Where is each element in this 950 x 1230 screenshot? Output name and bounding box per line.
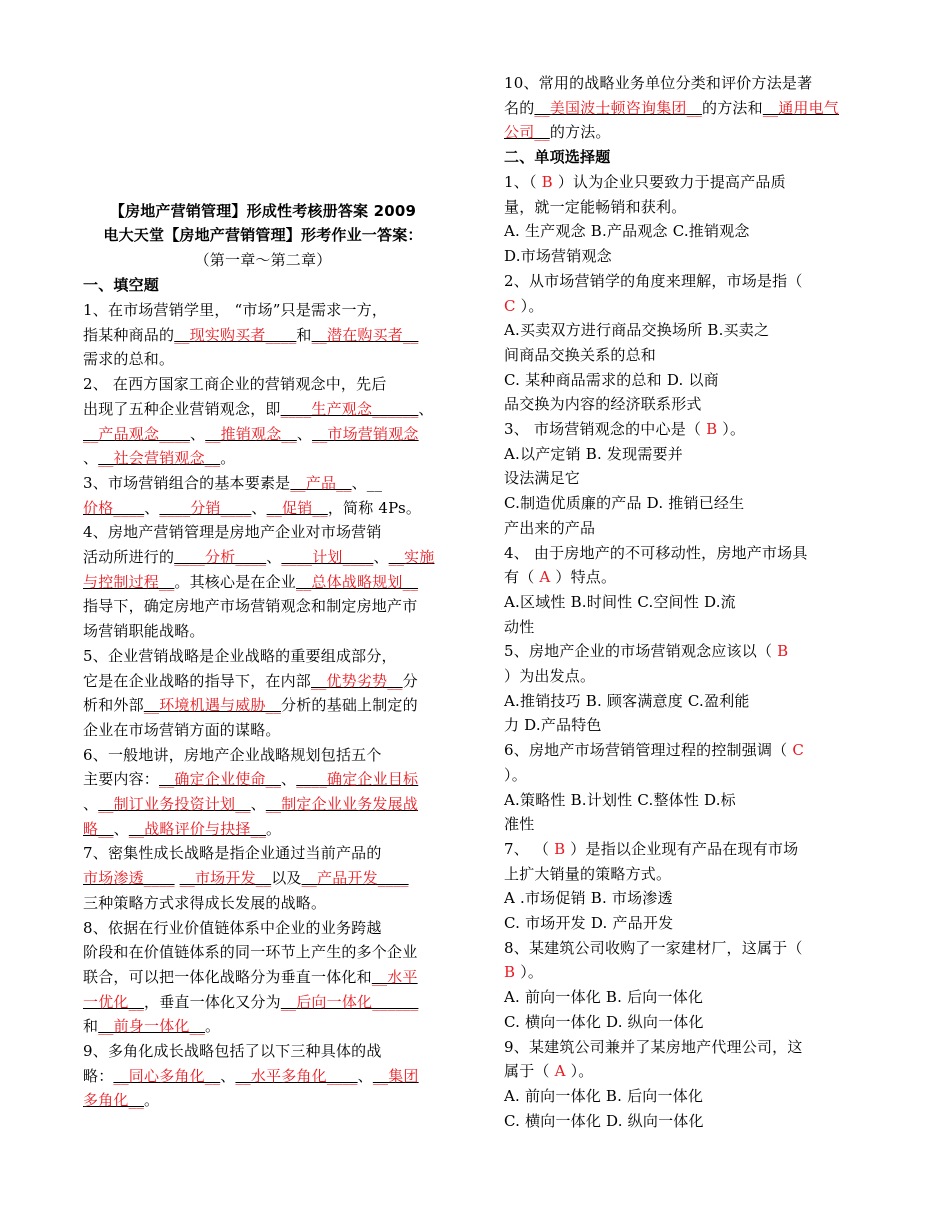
line-text: A .市场促销 B. 市场渗透 bbox=[504, 889, 673, 908]
blank-answer: __实施 bbox=[388, 548, 435, 566]
line-text: 。 bbox=[205, 1017, 221, 1036]
section-heading-single-choice: 二、单项选择题 bbox=[504, 148, 611, 166]
line-text: A.区域性 B.时间性 C.空间性 D.流 bbox=[504, 592, 736, 611]
text-line bbox=[504, 468, 580, 492]
line-text: 8、依据在行业价值链体系中企业的业务跨越 bbox=[83, 918, 382, 937]
text-line bbox=[504, 913, 673, 937]
line-text: ）认为企业只要致力于提高产品质 bbox=[552, 173, 786, 191]
text-line bbox=[83, 547, 434, 571]
blank-answer: __美国波士顿咨询集团__ bbox=[534, 98, 703, 117]
line-text: 、 bbox=[113, 819, 129, 838]
line-text: 指某种商品的 bbox=[83, 325, 175, 344]
text-line bbox=[504, 691, 750, 715]
blank-answer: __产品观念____ bbox=[83, 424, 191, 443]
doc-subtitle-title: 电大天堂【房地产营销管理】形考作业一答案： bbox=[103, 226, 423, 244]
text-line bbox=[504, 987, 703, 1011]
doc-title: 【房地产营销管理】形成性考核册答案 2009 bbox=[109, 202, 417, 220]
blank-answer: 与控制过程__ bbox=[83, 572, 175, 591]
line-text: 它是在企业战略的指导下，在内部 bbox=[83, 671, 312, 690]
line-text: 的方法和 bbox=[702, 98, 763, 117]
line-text: A.策略性 B.计划性 C.整体性 D.标 bbox=[504, 790, 736, 809]
line-text: 略： bbox=[83, 1066, 114, 1085]
line-text: 、 bbox=[144, 498, 160, 517]
line-text: 2、 在西方国家工商企业的营销观念中，先后 bbox=[83, 375, 387, 394]
text-line bbox=[83, 942, 417, 966]
line-text: 和 bbox=[83, 1017, 99, 1036]
line-text: 分 bbox=[402, 671, 418, 690]
line-text: A.买卖双方进行商品交换场所 B.买卖之 bbox=[504, 321, 770, 340]
choice-answer: B bbox=[554, 839, 566, 858]
text-line bbox=[504, 715, 602, 739]
blank-answer: __前身一体化__ bbox=[98, 1017, 206, 1036]
text-line bbox=[504, 567, 616, 591]
text-line bbox=[504, 98, 839, 122]
choice-answer: A bbox=[539, 568, 551, 587]
text-line bbox=[83, 399, 434, 423]
text-line bbox=[504, 221, 750, 245]
line-text: 3、 市场营销观念的中心是（ bbox=[504, 420, 707, 438]
blank-answer: 价格____ bbox=[83, 498, 145, 517]
text-line bbox=[83, 646, 397, 670]
blank-answer: __水平多角化____ bbox=[235, 1066, 358, 1085]
blank-answer: __同心多角化__ bbox=[113, 1066, 221, 1085]
line-text: 产出来的产品 bbox=[504, 518, 596, 537]
line-text: D.市场营销观念 bbox=[504, 247, 612, 266]
blank-answer: __战略评价与抉择__ bbox=[128, 819, 267, 838]
line-text: C. 横向一体化 D. 纵向一体化 bbox=[504, 1111, 704, 1130]
line-text: 三种策略方式求得成长发展的战略。 bbox=[83, 893, 327, 912]
line-text: 、 bbox=[357, 1066, 373, 1085]
line-text: 、 bbox=[281, 770, 297, 789]
blank-answer: 市场渗透____ bbox=[83, 869, 175, 888]
text-line bbox=[83, 424, 419, 448]
line-text: 品交换为内容的经济联系形式 bbox=[504, 395, 702, 414]
line-text: 动性 bbox=[504, 617, 535, 636]
text-line bbox=[83, 374, 387, 398]
text-line bbox=[83, 671, 418, 695]
text-line bbox=[83, 868, 409, 892]
line-text: 量，就一定能畅销和获利。 bbox=[504, 197, 687, 216]
choice-answer: C bbox=[792, 741, 805, 760]
blank-answer: ____生产观念______ bbox=[280, 399, 419, 418]
text-line bbox=[83, 1016, 220, 1040]
blank-answer: __确定企业使命__ bbox=[159, 770, 282, 789]
line-text: ，垂直一体化又分为 bbox=[144, 992, 281, 1011]
line-text: 有（ bbox=[504, 568, 540, 587]
blank-answer: __总体战略规划__ bbox=[296, 572, 419, 591]
blank-answer: __通用电气 bbox=[762, 98, 840, 117]
line-text: 需求的总和。 bbox=[83, 350, 175, 369]
text-line bbox=[504, 740, 804, 764]
line-text: 场营销职能战略。 bbox=[83, 622, 205, 641]
blank-answer: 多角化__ bbox=[83, 1091, 145, 1110]
text-line bbox=[83, 695, 418, 719]
text-line bbox=[83, 448, 235, 472]
line-text: 2、从市场营销学的角度来理解，市场是指（ bbox=[504, 271, 803, 290]
text-line bbox=[504, 320, 769, 344]
line-text: 析和外部 bbox=[83, 696, 144, 715]
line-text: 8、某建筑公司收购了一家建材厂，这属于（ bbox=[504, 938, 803, 957]
blank-answer: __制定企业业务发展战 bbox=[265, 795, 419, 813]
blank-answer: ____计划____ bbox=[281, 548, 374, 566]
line-text: 指导下，确定房地产市场营销观念和制定房地产市 bbox=[83, 597, 418, 616]
line-text: A. 生产观念 B.产品观念 C.推销观念 bbox=[504, 222, 750, 241]
line-text: 、 bbox=[251, 498, 267, 517]
text-line bbox=[83, 1066, 419, 1090]
line-text: 6、房地产市场营销管理过程的控制强调（ bbox=[504, 741, 793, 760]
blank-answer: __产品__ bbox=[290, 473, 352, 492]
blank-answer: 公司__ bbox=[504, 123, 550, 141]
line-text: 力 D.产品特色 bbox=[504, 716, 602, 735]
text-line bbox=[83, 596, 417, 620]
text-line bbox=[504, 1012, 704, 1036]
text-line bbox=[504, 592, 736, 616]
blank-answer: __市场营销观念 bbox=[312, 424, 419, 443]
text-line bbox=[83, 794, 418, 818]
blank-answer: __集团 bbox=[372, 1066, 419, 1085]
choice-answer: B bbox=[777, 642, 789, 661]
line-text: 联合，可以把一体化战略分为垂直一体化和 bbox=[83, 967, 372, 986]
text-line bbox=[83, 572, 418, 596]
line-text: 设法满足它 bbox=[504, 469, 581, 488]
text-line bbox=[504, 345, 656, 369]
line-text: ）。 bbox=[515, 963, 544, 982]
text-line bbox=[504, 641, 788, 665]
text-line bbox=[83, 918, 382, 942]
text-line bbox=[504, 518, 595, 542]
line-text: 10、常用的战略业务单位分类和评价方法是著 bbox=[504, 74, 813, 92]
blank-answer: __潜在购买者__ bbox=[311, 325, 419, 344]
blank-answer: ____分销____ bbox=[159, 498, 252, 517]
line-text: 活动所进行的 bbox=[83, 548, 175, 566]
blank-answer: __社会营销观念__ bbox=[98, 449, 221, 468]
line-text: 的方法。 bbox=[549, 123, 611, 141]
line-text: 7、 （ bbox=[504, 839, 555, 858]
blank-answer: __产品开发____ bbox=[301, 869, 409, 888]
text-line bbox=[504, 888, 673, 912]
line-text: 属于（ bbox=[504, 1062, 555, 1081]
line-text: 主要内容： bbox=[83, 770, 160, 789]
line-text: 准性 bbox=[504, 815, 535, 834]
text-line bbox=[504, 493, 744, 517]
line-text: 以及 bbox=[271, 869, 302, 888]
text-line bbox=[83, 992, 418, 1016]
line-text: 、__ bbox=[351, 473, 383, 492]
section-heading-fill-blank: 一、填空题 bbox=[83, 276, 160, 294]
choice-answer: A bbox=[554, 1062, 566, 1081]
line-text: 1、在市场营销学里， “市场”只是需求一方， bbox=[83, 301, 388, 319]
blank-answer: 一优化__ bbox=[83, 992, 145, 1011]
text-line bbox=[504, 938, 803, 962]
text-line bbox=[504, 962, 543, 986]
line-text: A. 前向一体化 B. 后向一体化 bbox=[504, 988, 704, 1007]
line-text: 9、多角化成长战略包括了以下三种具体的战 bbox=[83, 1042, 382, 1060]
text-line bbox=[504, 271, 803, 295]
choice-answer: B bbox=[706, 420, 718, 438]
text-line bbox=[83, 349, 174, 373]
text-line bbox=[504, 790, 736, 814]
text-line bbox=[504, 666, 595, 690]
text-line bbox=[504, 1037, 803, 1061]
text-line bbox=[83, 498, 421, 522]
line-text: 。其核心是在企业 bbox=[174, 572, 297, 591]
blank-answer: __推销观念__ bbox=[205, 424, 297, 443]
text-line bbox=[83, 1041, 382, 1065]
line-text: 4、 由于房地产的不可移动性，房地产市场具 bbox=[504, 543, 808, 562]
text-line bbox=[504, 814, 534, 838]
line-text: C. 市场开发 D. 产品开发 bbox=[504, 914, 674, 932]
line-text: 3、市场营销组合的基本要素是 bbox=[83, 473, 291, 492]
blank-answer: __市场开发__ bbox=[179, 869, 272, 888]
text-line bbox=[83, 819, 281, 843]
line-text: 。 bbox=[220, 449, 236, 468]
text-line bbox=[83, 300, 387, 324]
line-text: ，简称 4Ps。 bbox=[327, 498, 422, 517]
blank-answer: __促销__ bbox=[266, 498, 328, 517]
text-line bbox=[504, 73, 812, 97]
line-text: A.以产定销 B. 发现需要并 bbox=[504, 444, 683, 463]
line-text: 、 bbox=[373, 548, 389, 566]
blank-answer: __环境机遇与威胁__ bbox=[143, 696, 282, 715]
text-line bbox=[504, 370, 719, 394]
line-text: A. 前向一体化 B. 后向一体化 bbox=[504, 1086, 704, 1105]
line-text: ）。 bbox=[565, 1062, 594, 1081]
text-line bbox=[504, 394, 702, 418]
text-line bbox=[504, 839, 798, 863]
text-line bbox=[504, 444, 683, 468]
line-text: ）。 bbox=[504, 765, 527, 784]
line-text: A.推销技巧 B. 顾客满意度 C.盈利能 bbox=[504, 691, 750, 710]
text-line bbox=[504, 419, 745, 443]
text-line bbox=[504, 617, 534, 641]
text-line bbox=[504, 122, 611, 146]
text-line bbox=[83, 621, 205, 645]
text-line bbox=[83, 473, 382, 497]
blank-answer: __后向一体化______ bbox=[280, 992, 419, 1011]
choice-answer: B bbox=[504, 963, 516, 982]
line-text: 分析的基础上制定的 bbox=[281, 696, 418, 715]
line-text: 、 bbox=[83, 449, 99, 468]
text-line bbox=[83, 325, 418, 349]
choice-answer: C bbox=[504, 296, 516, 315]
text-line bbox=[83, 720, 281, 744]
text-line bbox=[83, 1090, 159, 1114]
line-text: 、 bbox=[83, 795, 99, 813]
line-text: 和 bbox=[296, 325, 312, 344]
text-line bbox=[83, 893, 326, 917]
text-line bbox=[83, 843, 382, 867]
text-line bbox=[504, 864, 671, 888]
text-line bbox=[504, 296, 544, 320]
text-line bbox=[504, 172, 786, 196]
text-line bbox=[83, 967, 418, 991]
text-line bbox=[504, 1086, 703, 1110]
text-line bbox=[504, 543, 808, 567]
line-text: 、 bbox=[250, 795, 266, 813]
line-text: 名的 bbox=[504, 98, 535, 117]
line-text: 。 bbox=[144, 1091, 160, 1110]
line-text: 、 bbox=[296, 424, 313, 443]
line-text: 、 bbox=[190, 424, 206, 443]
blank-answer: __现实购买者____ bbox=[174, 325, 297, 344]
line-text: 。 bbox=[266, 819, 282, 838]
line-text: 9、某建筑公司兼并了某房地产代理公司，这 bbox=[504, 1037, 803, 1056]
line-text: ）为出发点。 bbox=[504, 667, 596, 685]
line-text: ）特点。 bbox=[550, 568, 617, 587]
text-line bbox=[504, 246, 612, 270]
text-line bbox=[83, 745, 382, 769]
blank-answer: __制订业务投资计划__ bbox=[98, 795, 251, 813]
choice-answer: B bbox=[541, 173, 553, 191]
blank-answer: __优势劣势__ bbox=[311, 671, 403, 690]
text-line bbox=[504, 197, 686, 221]
text-line bbox=[504, 1111, 704, 1135]
line-text: 出现了五种企业营销观念，即 bbox=[83, 399, 281, 418]
text-line bbox=[504, 765, 527, 789]
line-text: 6、一般地讲，房地产企业战略规划包括五个 bbox=[83, 745, 382, 764]
blank-answer: __水平 bbox=[371, 967, 418, 986]
line-text: ）是指以企业现有产品在现有市场 bbox=[565, 839, 799, 858]
line-text: 4、房地产营销管理是房地产企业对市场营销 bbox=[83, 523, 382, 542]
line-text: 企业在市场营销方面的谋略。 bbox=[83, 720, 281, 739]
chapter-range: （第一章～第二章） bbox=[194, 251, 332, 269]
line-text: 7、密集性成长战略是指企业通过当前产品的 bbox=[83, 844, 382, 863]
text-line bbox=[83, 769, 418, 793]
blank-answer: ____确定企业目标 bbox=[296, 770, 419, 789]
line-text: 、 bbox=[220, 1066, 236, 1085]
line-text: 5、企业营销战略是企业战略的重要组成部分， bbox=[83, 646, 397, 665]
line-text: 阶段和在价值链体系的同一环节上产生的多个企业 bbox=[83, 943, 418, 962]
text-line bbox=[83, 522, 382, 546]
line-text: C. 横向一体化 D. 纵向一体化 bbox=[504, 1012, 704, 1031]
text-line bbox=[504, 1061, 594, 1085]
line-text: 间商品交换关系的总和 bbox=[504, 345, 657, 364]
line-text: C. 某种商品需求的总和 D. 以商 bbox=[504, 370, 719, 389]
line-text: 5、房地产企业的市场营销观念应该以（ bbox=[504, 642, 778, 661]
line-text: 、 bbox=[418, 399, 434, 418]
line-text: 、 bbox=[266, 548, 282, 566]
blank-answer: ____分析____ bbox=[174, 548, 267, 566]
line-text: C.制造优质廉的产品 D. 推销已经生 bbox=[504, 494, 745, 513]
line-text: ）。 bbox=[717, 420, 746, 438]
blank-answer: 略__ bbox=[83, 819, 114, 838]
line-text: 1、（ bbox=[504, 173, 542, 191]
line-text: ）。 bbox=[515, 296, 544, 315]
line-text: 上扩大销量的策略方式。 bbox=[504, 864, 672, 883]
